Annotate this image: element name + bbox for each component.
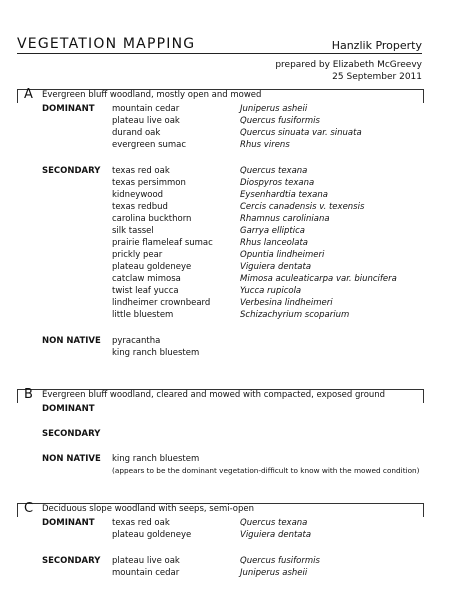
species-common: texas redbud xyxy=(112,202,168,212)
section-letter: A xyxy=(24,87,33,102)
section-b-header xyxy=(17,389,424,403)
species-common: catclaw mimosa xyxy=(112,274,181,284)
species-scientific: Rhus lanceolata xyxy=(240,238,308,248)
nonnative-label: NON NATIVE xyxy=(42,336,101,346)
header-rule xyxy=(17,53,422,54)
species-common: plateau live oak xyxy=(112,116,180,126)
section-note: (appears to be the dominant vegetation-difficult to know with the mowed condition) xyxy=(112,466,420,475)
species-common: little bluestem xyxy=(112,310,174,320)
species-common: plateau live oak xyxy=(112,556,180,566)
species-scientific: Quercus fusiformis xyxy=(240,556,320,566)
species-common: plateau goldeneye xyxy=(112,262,192,272)
secondary-label: SECONDARY xyxy=(42,166,101,176)
species-common: king ranch bluestem xyxy=(112,348,200,358)
section-a-header xyxy=(17,89,424,103)
species-scientific: Viguiera dentata xyxy=(240,262,312,272)
species-scientific: Quercus texana xyxy=(240,166,308,176)
section-title: Evergreen bluff woodland, cleared and mowed with compacted, exposed ground xyxy=(42,390,386,400)
species-common: lindheimer crownbeard xyxy=(112,298,211,308)
species-common: carolina buckthorn xyxy=(112,214,192,224)
prepared-by: prepared by Elizabeth McGreevy xyxy=(275,60,422,70)
species-common: texas red oak xyxy=(112,518,170,528)
prepared-date: 25 September 2011 xyxy=(332,72,422,82)
section-letter: B xyxy=(24,387,33,402)
species-common: texas red oak xyxy=(112,166,170,176)
species-common: mountain cedar xyxy=(112,104,180,114)
species-common: durand oak xyxy=(112,128,161,138)
species-common: silk tassel xyxy=(112,226,154,236)
secondary-label: SECONDARY xyxy=(42,556,101,566)
species-scientific: Opuntia lindheimeri xyxy=(240,250,325,260)
species-scientific: Mimosa aculeaticarpa var. biuncifera xyxy=(240,274,397,284)
page-title: VEGETATION MAPPING xyxy=(17,36,196,52)
species-scientific: Verbesina lindheimeri xyxy=(240,298,333,308)
section-title: Deciduous slope woodland with seeps, semi-open xyxy=(42,504,255,514)
species-common: mountain cedar xyxy=(112,568,180,578)
species-common: evergreen sumac xyxy=(112,140,187,150)
section-letter: C xyxy=(24,501,34,516)
species-scientific: Quercus texana xyxy=(240,518,308,528)
species-scientific: Rhus virens xyxy=(240,140,290,150)
dominant-label: DOMINANT xyxy=(42,104,95,114)
section-title: Evergreen bluff woodland, mostly open and mowed xyxy=(42,90,262,100)
species-scientific: Garrya elliptica xyxy=(240,226,306,236)
species-scientific: Cercis canadensis v. texensis xyxy=(240,202,365,212)
species-scientific: Juniperus asheii xyxy=(240,568,308,578)
species-scientific: Diospyros texana xyxy=(240,178,315,188)
species-common: twist leaf yucca xyxy=(112,286,179,296)
secondary-label: SECONDARY xyxy=(42,429,101,439)
species-common: prickly pear xyxy=(112,250,163,260)
species-scientific: Quercus fusiformis xyxy=(240,116,320,126)
dominant-label: DOMINANT xyxy=(42,404,95,414)
dominant-label: DOMINANT xyxy=(42,518,95,528)
species-common: plateau goldeneye xyxy=(112,530,192,540)
species-scientific: Rhamnus caroliniana xyxy=(240,214,330,224)
section-c-header xyxy=(17,503,424,517)
species-scientific: Quercus sinuata var. sinuata xyxy=(240,128,362,138)
species-common: king ranch bluestem xyxy=(112,454,200,464)
species-scientific: Juniperus asheii xyxy=(240,104,308,114)
species-scientific: Yucca rupicola xyxy=(240,286,302,296)
prepared-info xyxy=(275,59,422,83)
species-common: texas persimmon xyxy=(112,178,186,188)
property-name: Hanzlik Property xyxy=(331,39,422,52)
species-scientific: Schizachyrium scoparium xyxy=(240,310,350,320)
nonnative-label: NON NATIVE xyxy=(42,454,101,464)
species-common: pyracantha xyxy=(112,336,161,346)
species-scientific: Viguiera dentata xyxy=(240,530,312,540)
species-scientific: Eysenhardtia texana xyxy=(240,190,328,200)
species-common: prairie flameleaf sumac xyxy=(112,238,213,248)
species-common: kidneywood xyxy=(112,190,164,200)
